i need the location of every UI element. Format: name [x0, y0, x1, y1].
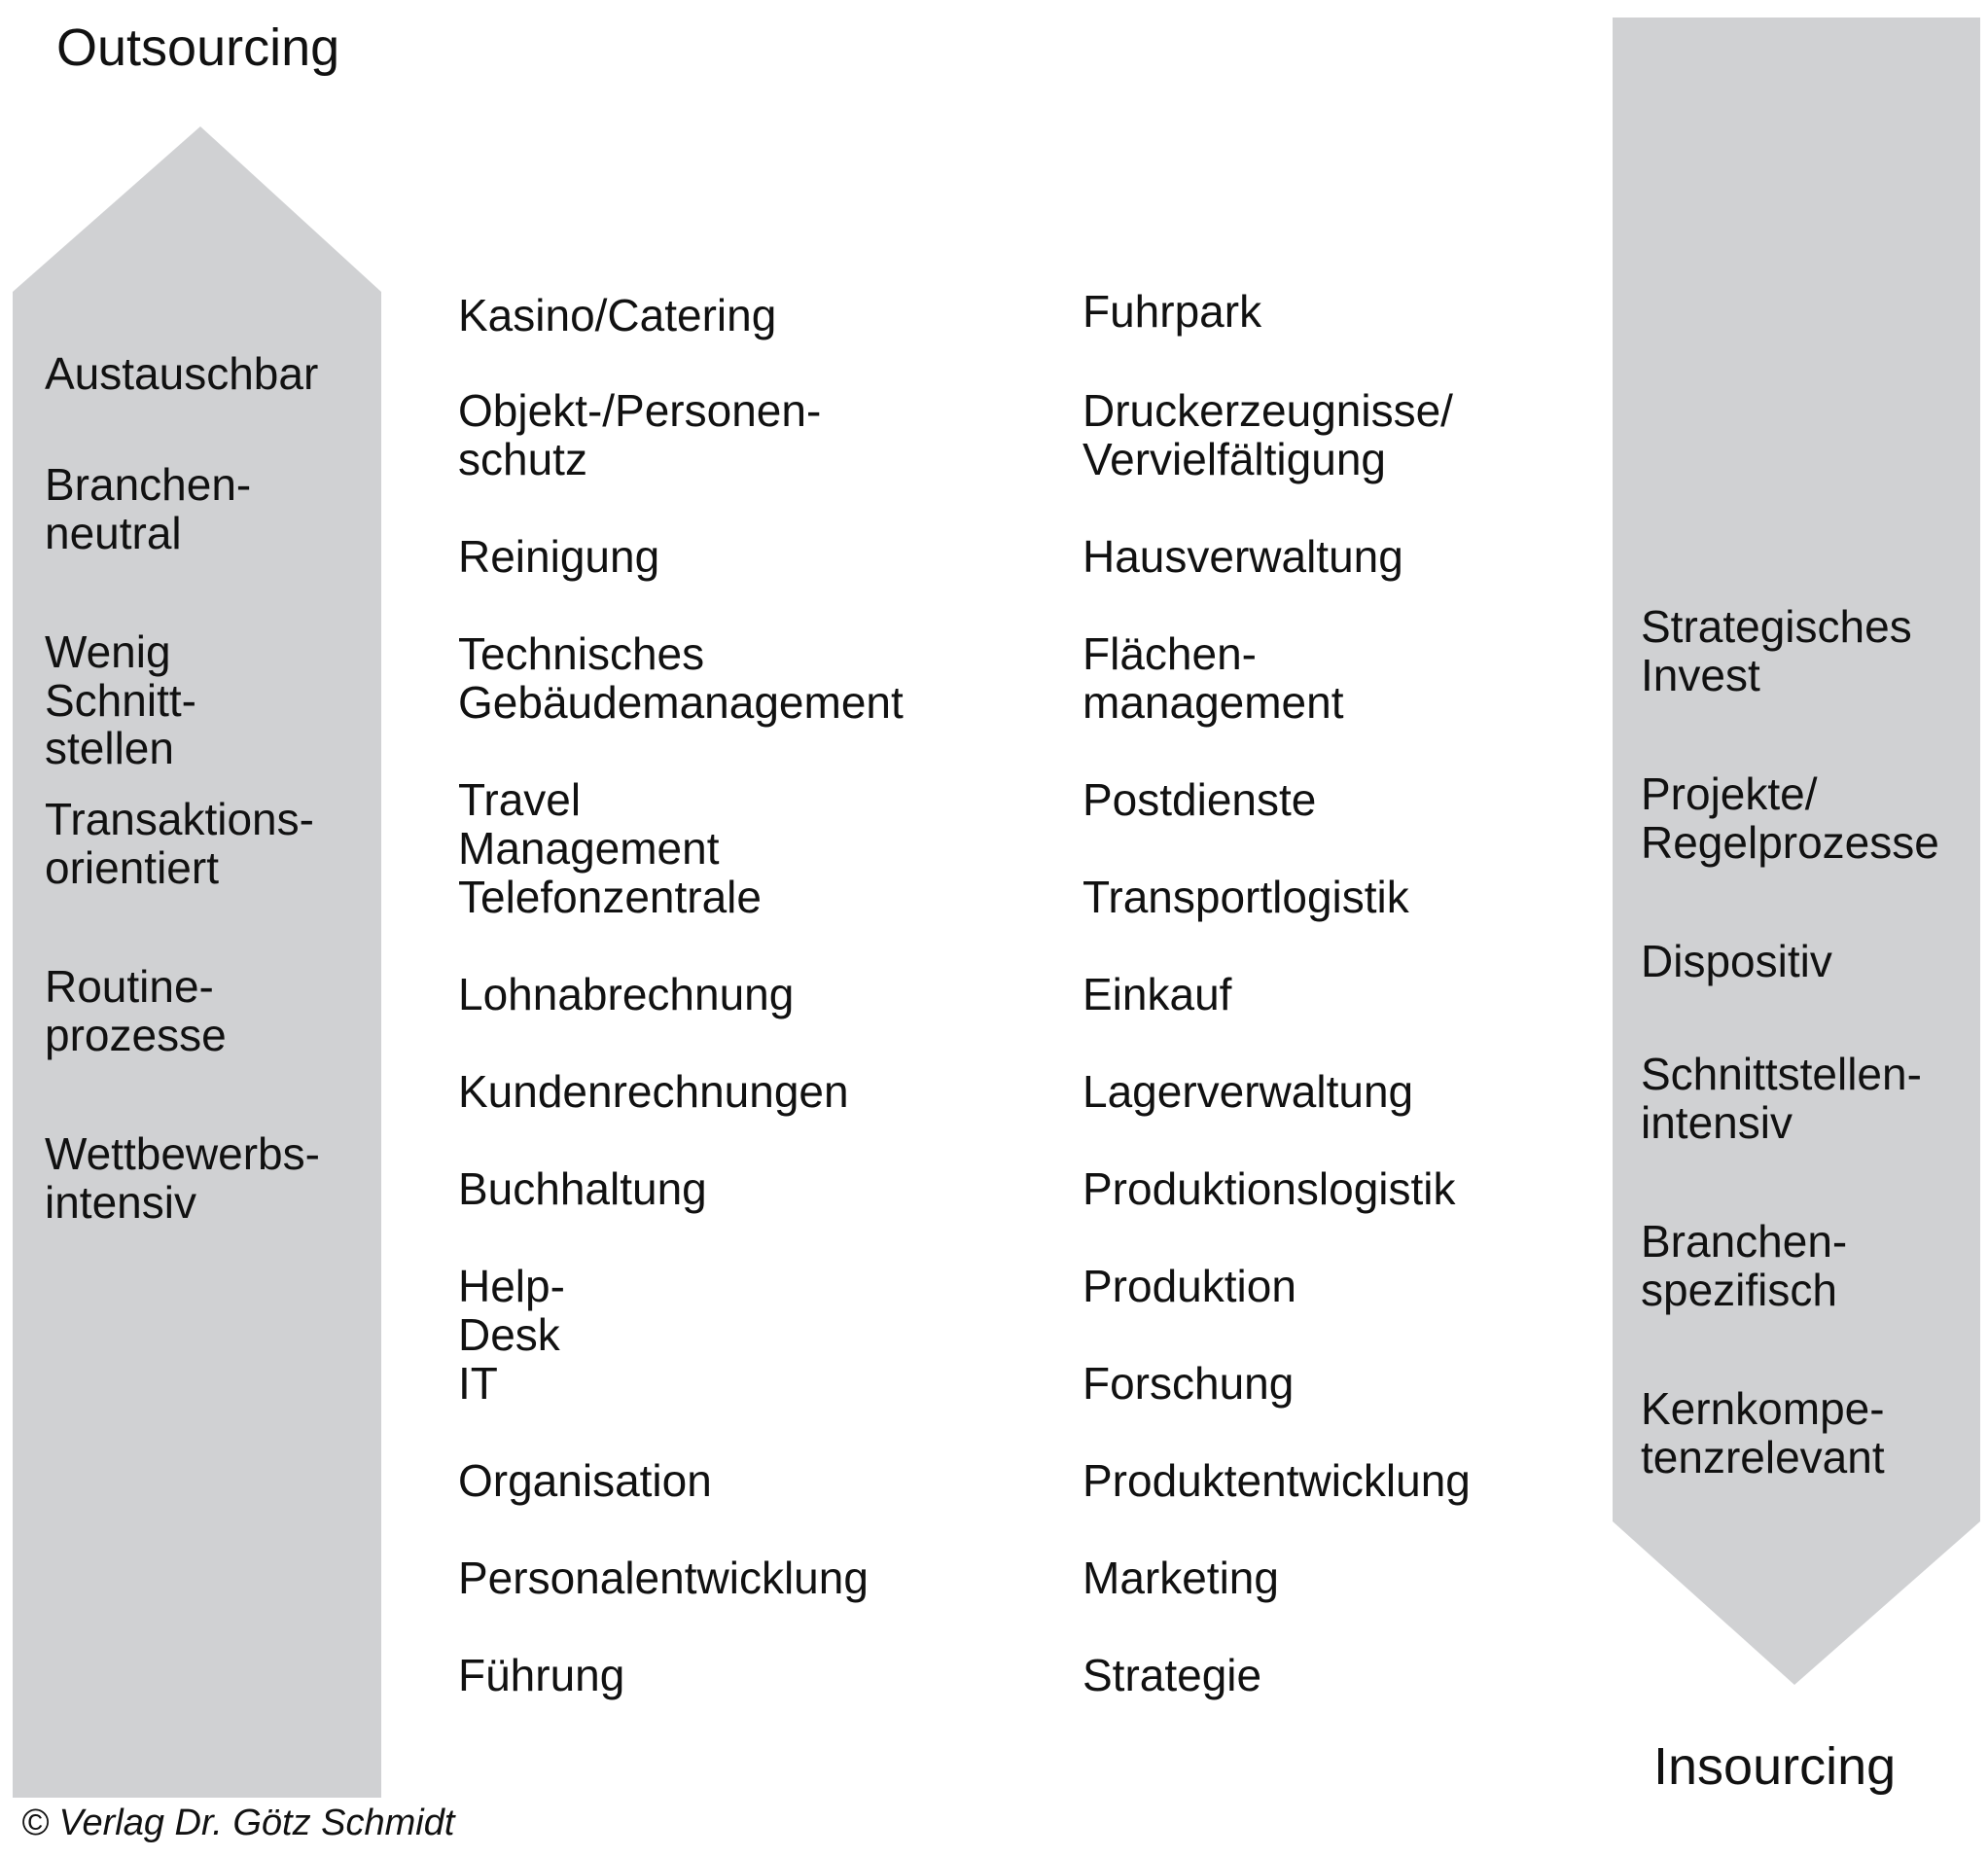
insourcing-criterion: Dispositiv — [1641, 936, 1832, 986]
outsourcing-criterion: Transaktions- orientiert — [45, 794, 314, 893]
outsourcing-criterion: Wettbewerbs- intensiv — [45, 1128, 320, 1228]
outsourcing-criterion: Branchen- neutral — [45, 459, 252, 558]
function-item: Flächen- management — [1083, 628, 1344, 728]
insourcing-criterion: Branchen- spezifisch — [1641, 1216, 1848, 1315]
copyright-notice: © Verlag Dr. Götz Schmidt — [21, 1803, 455, 1843]
function-item: Telefonzentrale — [458, 872, 762, 922]
function-item: Einkauf — [1083, 969, 1232, 1019]
function-item: Hausverwaltung — [1083, 531, 1403, 582]
function-item: Produktion — [1083, 1261, 1296, 1311]
function-item: Lohnabrechnung — [458, 969, 795, 1019]
outsourcing-criterion: Austauschbar — [45, 348, 319, 399]
function-item: Reinigung — [458, 531, 660, 582]
insourcing-heading: Insourcing — [1653, 1737, 1897, 1796]
outsourcing-criterion: Wenig Schnitt- stellen — [45, 626, 196, 774]
function-item: Marketing — [1083, 1553, 1279, 1603]
function-item: Strategie — [1083, 1650, 1262, 1700]
function-item: Produktentwicklung — [1083, 1455, 1471, 1506]
function-item: Postdienste — [1083, 774, 1317, 825]
function-item: Produktionslogistik — [1083, 1163, 1456, 1214]
insourcing-criterion: Schnittstellen- intensiv — [1641, 1049, 1922, 1148]
function-item: Objekt-/Personen- schutz — [458, 385, 822, 484]
insourcing-criterion: Kernkompe- tenzrelevant — [1641, 1383, 1885, 1482]
function-item: Forschung — [1083, 1358, 1295, 1409]
function-item: Kasino/Catering — [458, 290, 777, 340]
outsourcing-criterion: Routine- prozesse — [45, 961, 227, 1060]
function-item: Help-Desk — [458, 1261, 565, 1360]
function-item: Travel Management — [458, 774, 720, 874]
outsourcing-heading: Outsourcing — [56, 18, 340, 77]
function-item: IT — [458, 1358, 498, 1409]
function-item: Buchhaltung — [458, 1163, 707, 1214]
function-item: Führung — [458, 1650, 625, 1700]
function-item: Personalentwicklung — [458, 1553, 869, 1603]
function-item: Transportlogistik — [1083, 872, 1409, 922]
function-item: Fuhrpark — [1083, 286, 1262, 337]
function-item: Organisation — [458, 1455, 712, 1506]
function-item: Druckerzeugnisse/ Vervielfältigung — [1083, 385, 1453, 484]
insourcing-criterion: Strategisches Invest — [1641, 601, 1912, 700]
function-item: Technisches Gebäudemanagement — [458, 628, 904, 728]
function-item: Kundenrechnungen — [458, 1066, 849, 1117]
function-item: Lagerverwaltung — [1083, 1066, 1414, 1117]
insourcing-criterion: Projekte/ Regelprozesse — [1641, 768, 1939, 868]
